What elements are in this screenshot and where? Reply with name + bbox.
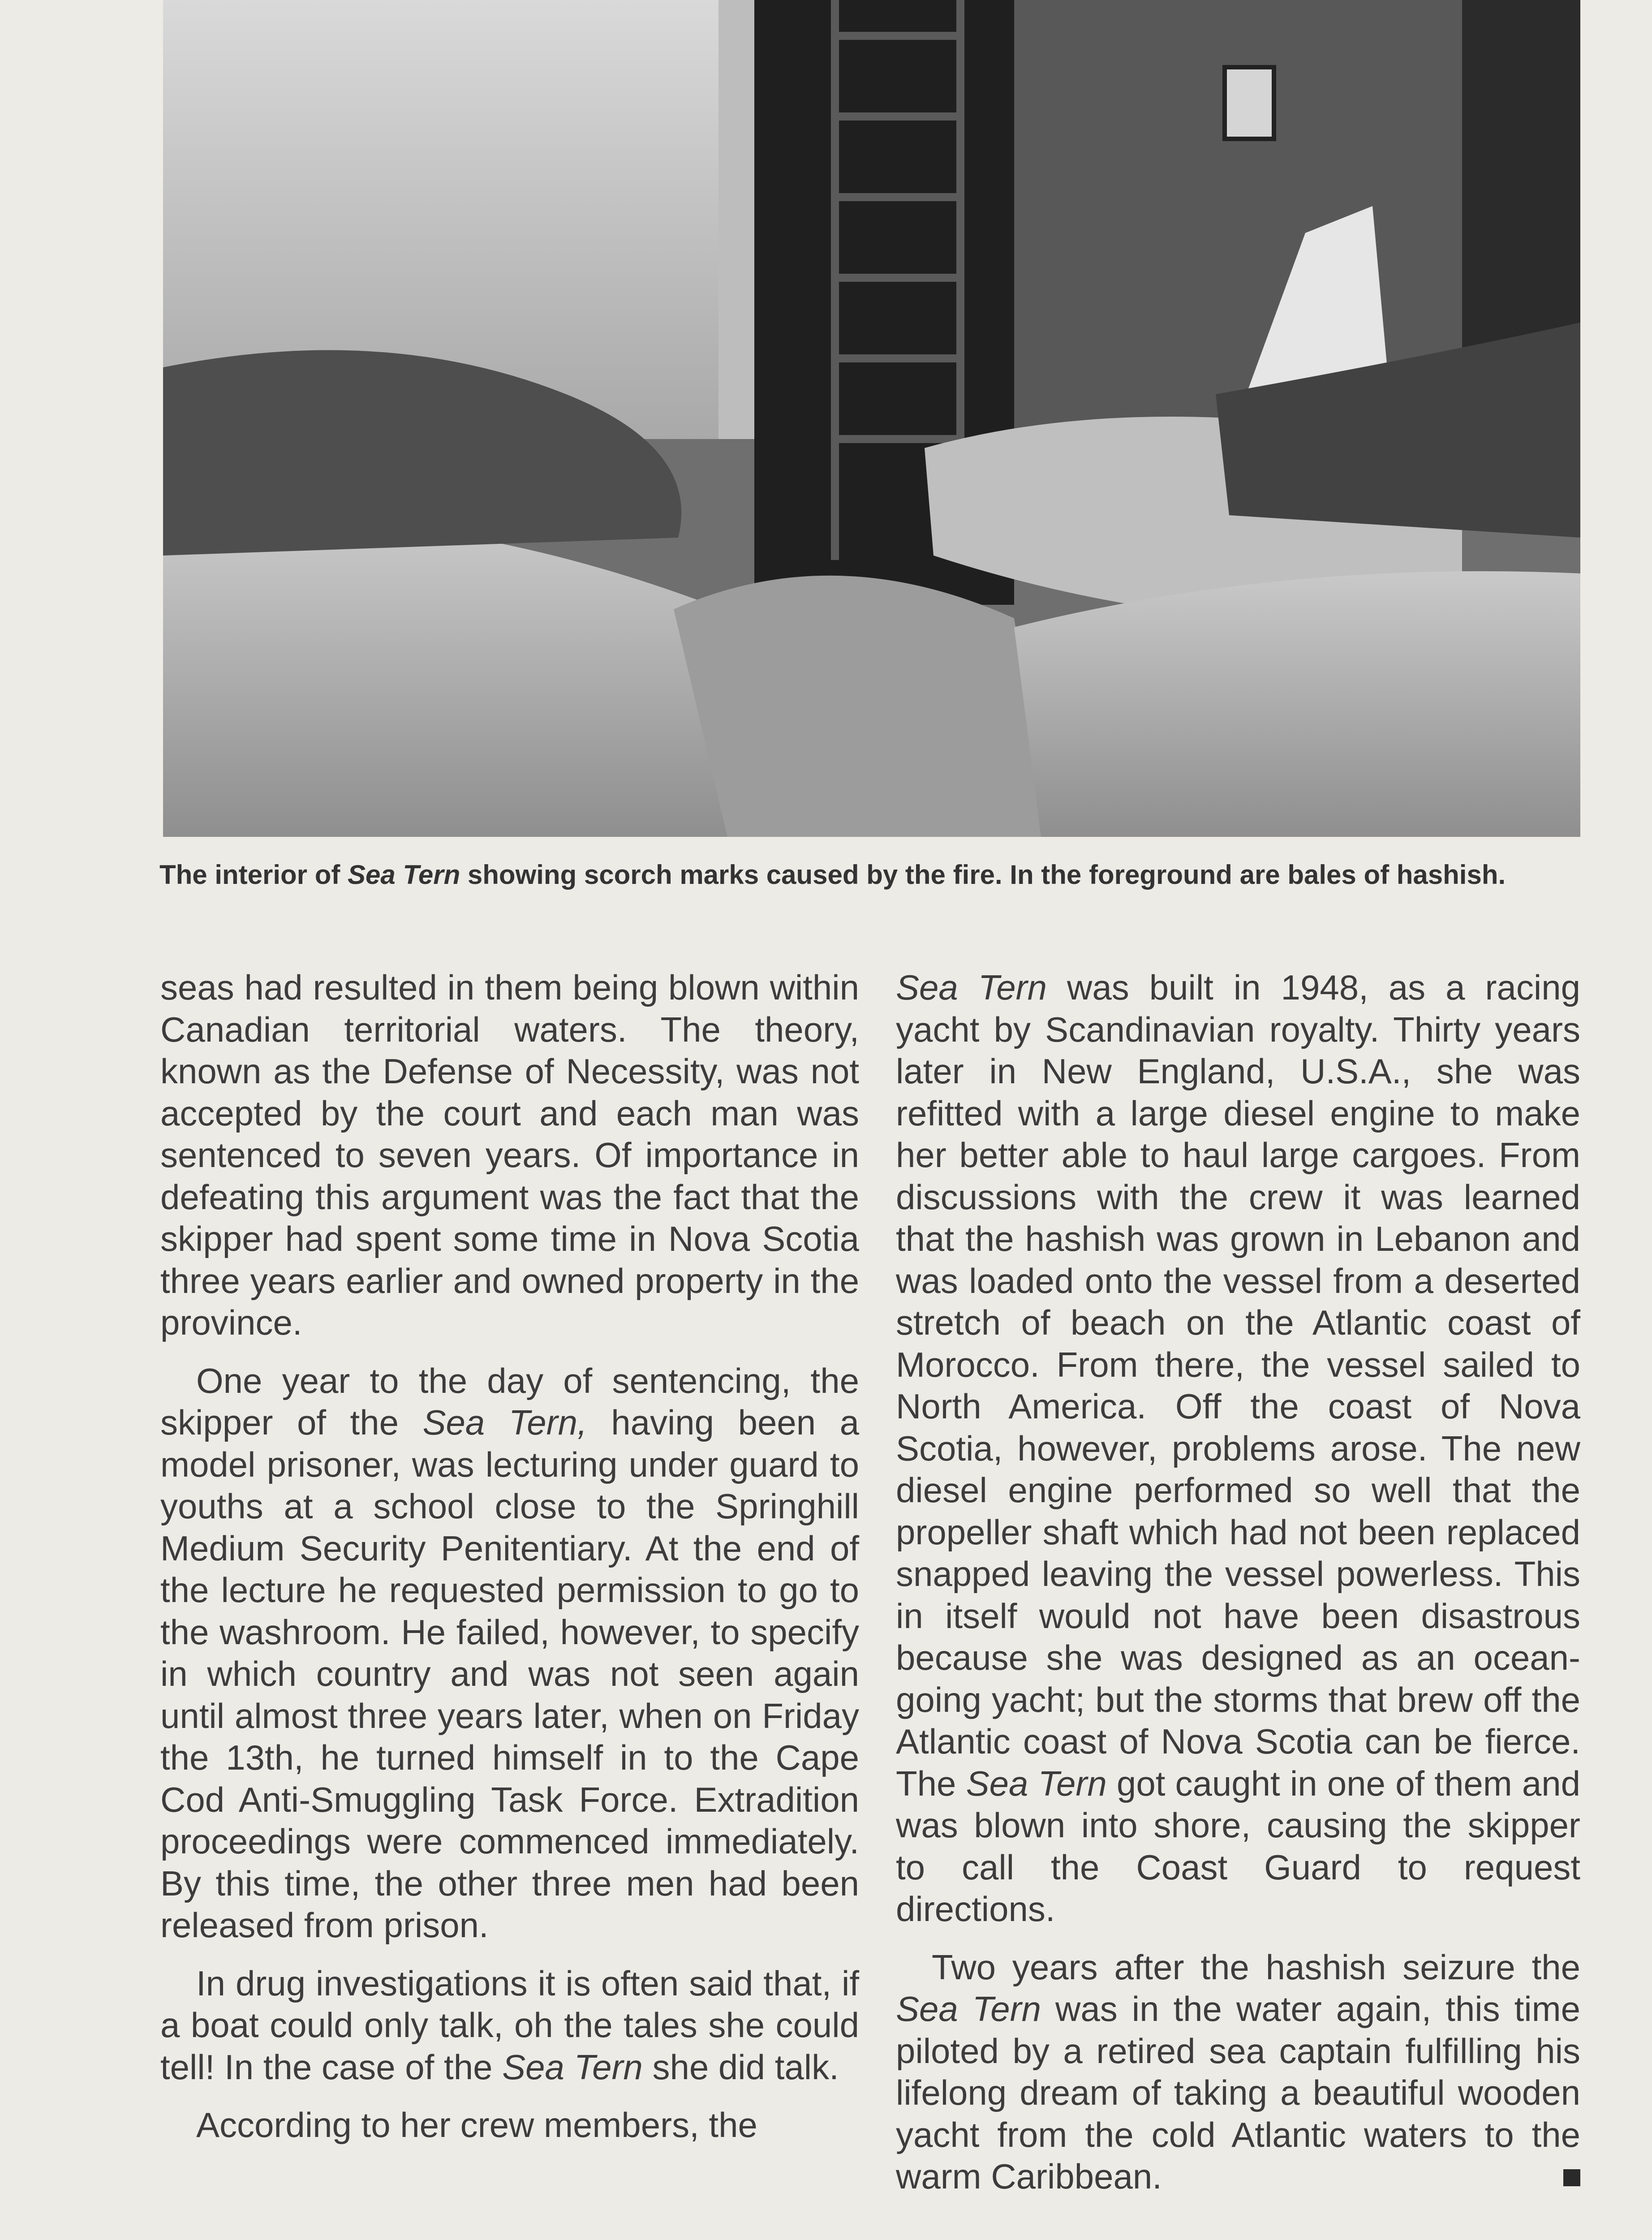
photo-illustration: [163, 0, 1580, 837]
left-p2-text-a: One year to the day of sentencing, the skipper of the: [160, 1361, 859, 1442]
right-p1-text-a: was built in 1948, as a racing yacht by Scandinavian royalty. Thirty years later in New England, U.S.A., she was refitted with a large diesel engine to make her better able to haul large cargoes. From discussions with the crew it was learned that the hashish was grown in Lebanon and was loaded onto the vessel from a deserted stretch of beach on the Atlantic coast of Morocco. From there, the vessel sailed to North America. Off the coast of Nova Scotia, however, problems arose. The new diesel engine performed so well that the propeller shaft which had not been replaced snapped leaving the vessel powerless. This in itself would not have been disastrous because she was designed as an ocean-going yacht; but the storms that brew off the Atlantic coast of Nova Scotia can be fierce. The: [896, 968, 1580, 1803]
end-of-article-mark: [1563, 2169, 1580, 2186]
right-column: [896, 967, 1580, 2214]
caption-text-2: showing scorch marks caused by the fire. In the foreground are bales of hashish.: [460, 860, 1506, 890]
left-p3-text-a: In drug investigations it is often said that, if a boat could only talk, oh the tales she could tell! In the case of the: [160, 1963, 859, 2087]
right-p1-vessel-2: Sea Tern: [966, 1763, 1107, 1803]
left-paragraph-1: seas had resulted in them being blown within Canadian territorial waters. The theory, known as the Defense of Necessity, was not accepted by the court and each man was sentenced to seven years. Of importance in defeating this argument was the fact that the skipper had spent some time in Nova Scotia three years earlier and owned property in the province.: [160, 968, 859, 1342]
left-column: [160, 967, 859, 2162]
left-p2-text-b: having been a model prisoner, was lecturing under guard to youths at a school close to the Springhill Medium Security Penitentiary. At the end of the lecture he requested permission to go to the washroom. He failed, however, to specify in which country and was not seen again until almost three years later, when on Friday the 13th, he turned himself in to the Cape Cod Anti-Smuggling Task Force. Extradition proceedings were commenced immediately. By this time, the other three men had been released from prison.: [160, 1403, 859, 1945]
right-p2-text-a: Two years after the hashish seizure the: [932, 1947, 1580, 1987]
left-paragraph-3: [160, 1963, 859, 2089]
left-paragraph-2: [160, 1360, 859, 1947]
right-paragraph-1: [896, 967, 1580, 1930]
boat-interior-photo: [163, 0, 1580, 837]
right-paragraph-2: [896, 1947, 1580, 2198]
right-p2-vessel: Sea Tern: [896, 1989, 1041, 2029]
caption-vessel-name: Sea Tern: [348, 860, 460, 890]
right-p1-text-b: got caught in one of them and was blown into shore, causing the skipper to call the Coast Guard to request directions.: [896, 1763, 1581, 1929]
left-paragraph-4: According to her crew members, the: [196, 2105, 757, 2145]
left-p3-text-b: she did talk.: [642, 2047, 839, 2087]
caption-text-1: The interior of: [159, 860, 348, 890]
right-p2-text-b: was in the water again, this time piloted by a retired sea captain fulfilling his lifelong dream of taking a beautiful wooden yacht from the cold Atlantic waters to the warm Caribbean.: [896, 1989, 1580, 2196]
left-p3-vessel: Sea Tern: [502, 2047, 643, 2087]
left-p2-vessel: Sea Tern,: [422, 1403, 587, 1442]
photo-caption: [159, 858, 1580, 892]
right-p1-vessel: Sea Tern: [896, 968, 1047, 1007]
